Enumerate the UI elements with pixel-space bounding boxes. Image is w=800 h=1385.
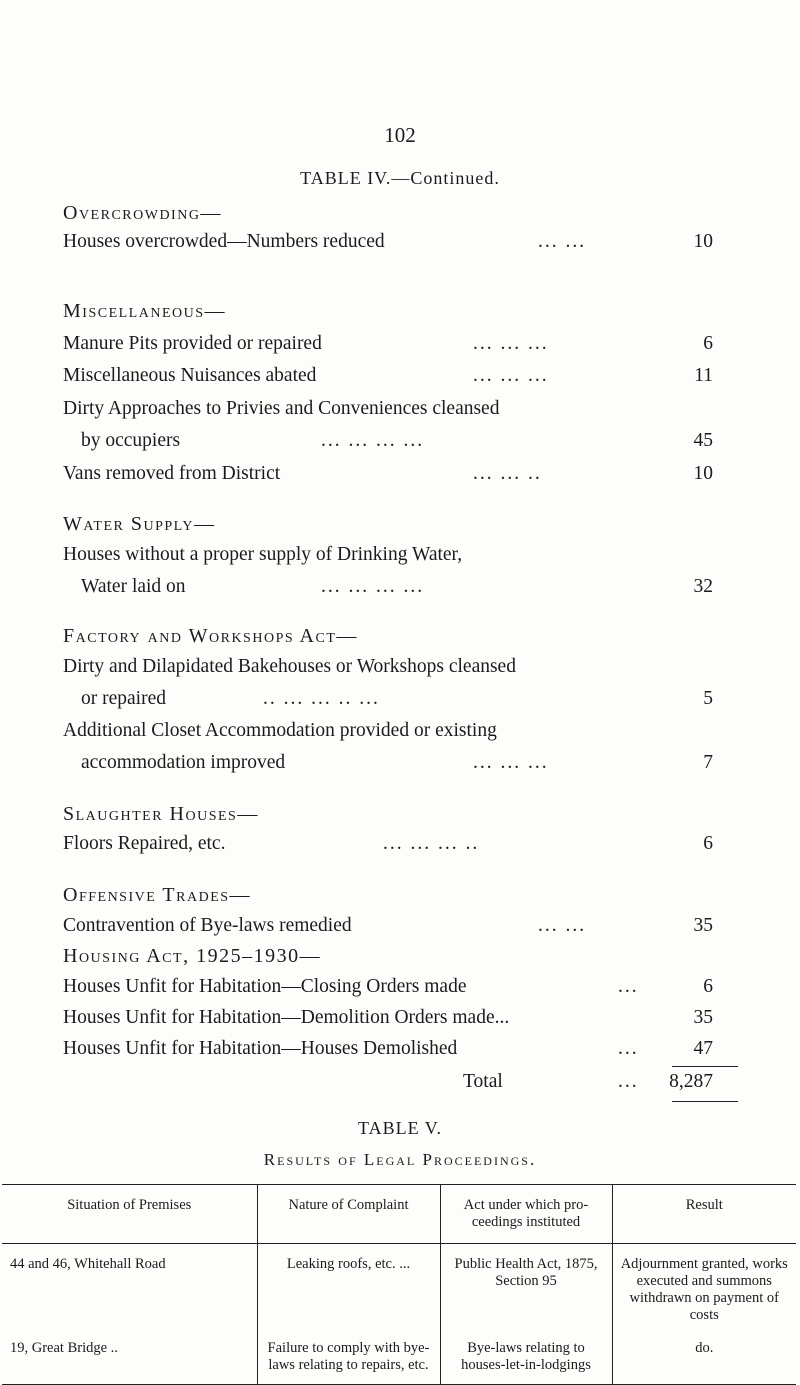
table-row-line2 [63, 688, 723, 714]
cell-act: Bye-laws relating to houses-let-in-lodgings [440, 1328, 612, 1385]
leader-dots: ... ... ... ... [321, 430, 425, 451]
leader-dots: ... ... .. [473, 463, 542, 484]
cell-act: Public Health Act, 1875, Section 95 [440, 1244, 612, 1329]
leader-dots: ... ... ... [473, 752, 549, 773]
row-value: 6 [703, 833, 713, 854]
table-row [63, 333, 723, 359]
row-label: Dirty Approaches to Privies and Conveniences cleansed [63, 398, 500, 419]
leader-dots: ... ... ... ... [321, 576, 425, 597]
row-label: Houses without a proper supply of Drinking Water, [63, 544, 463, 565]
row-value: 6 [703, 333, 713, 354]
table-row [63, 976, 723, 1002]
table5-subtitle: Results of Legal Proceedings. [263, 1150, 537, 1169]
table-row [2, 1328, 796, 1385]
leader-dots: ... ... ... [473, 333, 549, 354]
row-label: Manure Pits provided or repaired [63, 333, 322, 354]
row-value: 32 [693, 576, 713, 597]
table-row [63, 833, 723, 859]
leader-dots: ... [618, 976, 639, 997]
row-value: 5 [703, 688, 713, 709]
table-row [63, 915, 723, 941]
row-label: Additional Closet Accommodation provided or existing [63, 720, 497, 741]
leader-dots: ... ... [538, 231, 587, 252]
row-value: 35 [693, 1007, 713, 1028]
leader-dots: ... ... [538, 915, 587, 936]
row-value: 47 [693, 1038, 713, 1059]
section-heading-factory-workshops: Factory and Workshops Act— [63, 625, 358, 647]
row-label: Houses Unfit for Habitation—Houses Demolished [63, 1038, 458, 1059]
section-heading-offensive-trades: Offensive Trades— [63, 884, 252, 906]
cell-complaint: Leaking roofs, etc. ... [257, 1244, 440, 1329]
cell-situation: 44 and 46, Whitehall Road [10, 1256, 166, 1272]
row-value: 35 [693, 915, 713, 936]
header-act: Act under which pro-ceedings instituted [440, 1185, 612, 1244]
table-row-line2 [63, 576, 723, 602]
section-heading-slaughter-houses: Slaughter Houses— [63, 803, 259, 825]
row-value: 10 [693, 463, 713, 484]
cell-result: do. [612, 1328, 796, 1385]
total-label: Total [463, 1071, 503, 1092]
cell-result: Adjournment granted, works executed and summons withdrawn on payment of costs [612, 1244, 796, 1329]
total-value: 8,287 [669, 1071, 713, 1092]
row-label: Dirty and Dilapidated Bakehouses or Workshops cleansed [63, 656, 516, 677]
table5-title: TABLE V. [358, 1118, 442, 1138]
leader-dots: .. ... ... .. ... [263, 688, 380, 709]
leader-dots: ... [618, 1071, 639, 1092]
table-row-line1 [63, 544, 723, 570]
table-header-row [2, 1185, 796, 1244]
section-heading-water-supply: Water Supply— [63, 513, 216, 535]
row-label: Houses overcrowded—Numbers reduced [63, 231, 385, 252]
row-label: Houses Unfit for Habitation—Closing Orders made [63, 976, 467, 997]
cell-situation: 19, Great Bridge .. [2, 1328, 257, 1385]
table-row-line2 [63, 752, 723, 778]
row-label-continued: accommodation improved [81, 752, 286, 773]
table-row [63, 231, 723, 257]
table-row [63, 365, 723, 391]
row-value: 7 [703, 752, 713, 773]
row-label: Houses Unfit for Habitation—Demolition Orders made... [63, 1007, 510, 1028]
row-value: 10 [693, 231, 713, 252]
row-label-continued: Water laid on [81, 576, 186, 597]
header-complaint: Nature of Complaint [257, 1185, 440, 1244]
total-rule-top [672, 1066, 738, 1067]
table-row [63, 463, 723, 489]
row-label: Floors Repaired, etc. [63, 833, 226, 854]
total-row [63, 1071, 723, 1097]
leader-dots: ... ... ... [473, 365, 549, 386]
total-rule-bottom [672, 1101, 738, 1102]
row-value: 45 [693, 430, 713, 451]
row-label: Miscellaneous Nuisances abated [63, 365, 317, 386]
table4-title: TABLE IV.—Continued. [300, 168, 500, 188]
table-row-line1 [63, 720, 723, 746]
row-label: Vans removed from District [63, 463, 281, 484]
header-situation: Situation of Premises [2, 1185, 257, 1244]
leader-dots: ... ... ... .. [383, 833, 480, 854]
table-row [63, 1038, 723, 1064]
table-row-line1 [63, 656, 723, 682]
row-label-continued: or repaired [81, 688, 166, 709]
table-row-line2 [63, 430, 723, 456]
legal-proceedings-table [2, 1184, 796, 1385]
section-heading-overcrowding: Overcrowding— [63, 202, 222, 224]
leader-dots: ... [618, 1038, 639, 1059]
row-value: 11 [694, 365, 713, 386]
section-heading-housing-act: Housing Act, 1925–1930— [63, 945, 322, 967]
section-heading-miscellaneous: Miscellaneous— [63, 300, 227, 322]
header-result: Result [612, 1185, 796, 1244]
page-number: 102 [384, 123, 416, 147]
table-row [2, 1244, 796, 1329]
row-label: Contravention of Bye-laws remedied [63, 915, 352, 936]
table-row [63, 1007, 723, 1033]
table-row-line1 [63, 398, 723, 424]
cell-complaint: Failure to comply with bye-laws relating to repairs, etc. [257, 1328, 440, 1385]
row-label-continued: by occupiers [81, 430, 181, 451]
row-value: 6 [703, 976, 713, 997]
